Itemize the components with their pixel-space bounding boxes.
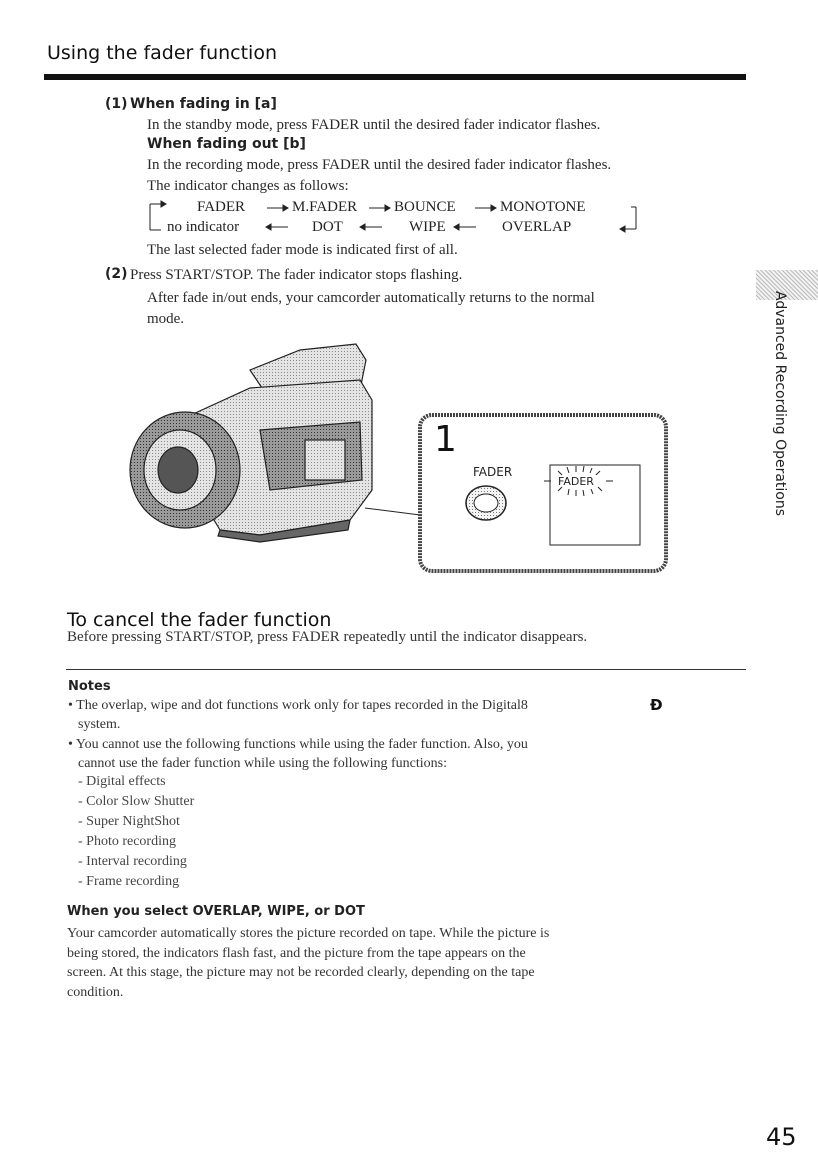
- side-tab-label: Advanced Recording Operations: [772, 291, 788, 517]
- fade-in-text: In the standby mode, press FADER until the desired fader indicator flashes.: [147, 117, 601, 133]
- list-item: - Color Slow Shutter: [78, 794, 195, 809]
- overlap-heading: When you select OVERLAP, WIPE, or DOT: [67, 904, 365, 919]
- step-2-line-2: After fade in/out ends, your camcorder automatically returns to the normal: [147, 290, 595, 306]
- fader-button-label: FADER: [473, 465, 513, 479]
- cycle-item-monotone: MONOTONE: [500, 199, 586, 215]
- step-2-number: (2): [105, 266, 128, 282]
- cycle-item-bounce: BOUNCE: [394, 199, 456, 215]
- fade-out-text: In the recording mode, press FADER until the desired fader indicator flashes.: [147, 157, 612, 173]
- fader-cycle-diagram: [147, 196, 737, 244]
- note-2-line-1: • You cannot use the following functions while using the fader function. Also, you: [68, 737, 528, 752]
- camcorder-illustration: [110, 330, 440, 550]
- indicator-change-text: The indicator changes as follows:: [147, 178, 349, 194]
- note-1-line-2: system.: [78, 717, 121, 732]
- cycle-item-overlap: OVERLAP: [502, 219, 572, 235]
- note-2-line-2: cannot use the fader function while using the following functions:: [78, 756, 447, 771]
- cycle-item-no-indicator: no indicator: [167, 219, 240, 235]
- overlap-paragraph: [67, 924, 757, 1002]
- cycle-item-dot: DOT: [312, 219, 343, 235]
- notes-divider: [66, 669, 746, 670]
- list-item: - Digital effects: [78, 774, 166, 789]
- cycle-item-fader: FADER: [197, 199, 246, 215]
- title-rule: [44, 74, 746, 80]
- notes-title: Notes: [68, 679, 111, 694]
- page-title: Using the fader function: [47, 42, 277, 64]
- fader-callout: [418, 413, 668, 573]
- list-item: - Interval recording: [78, 854, 187, 869]
- last-selected-text: The last selected fader mode is indicated first of all.: [147, 242, 458, 258]
- callout-step-number: 1: [434, 419, 457, 460]
- cycle-item-wipe: WIPE: [409, 219, 446, 235]
- note-1-line-1: • The overlap, wipe and dot functions work only for tapes recorded in the Digital8: [68, 698, 528, 713]
- cycle-item-mfader: M.FADER: [292, 199, 358, 215]
- list-item: - Frame recording: [78, 874, 180, 889]
- step-2-line-3: mode.: [147, 311, 185, 327]
- overlap-line-3: screen. At this stage, the picture may not be recorded clearly, depending on the tape: [67, 965, 535, 980]
- fade-in-heading: When fading in [a]: [130, 96, 277, 112]
- cancel-text: Before pressing START/STOP, press FADER repeatedly until the indicator disappears.: [67, 629, 588, 645]
- digital8-logo-icon: Ð: [650, 696, 663, 714]
- overlap-line-1: Your camcorder automatically stores the picture recorded on tape. While the picture is: [67, 926, 550, 941]
- camcorder-icon: [110, 330, 440, 550]
- step-1-number: (1): [105, 96, 128, 112]
- cancel-heading: To cancel the fader function: [67, 609, 332, 631]
- page-number: 45: [766, 1123, 797, 1151]
- list-item: - Photo recording: [78, 834, 176, 849]
- lcd-fader-indicator: FADER: [558, 475, 594, 488]
- overlap-line-2: being stored, the indicators flash fast, and the picture from the tape appears on the: [67, 945, 526, 961]
- overlap-line-4: condition.: [67, 984, 124, 1000]
- list-item: - Super NightShot: [78, 814, 180, 829]
- fade-out-heading: When fading out [b]: [147, 136, 306, 152]
- step-2-line-1: Press START/STOP. The fader indicator stops flashing.: [130, 267, 463, 283]
